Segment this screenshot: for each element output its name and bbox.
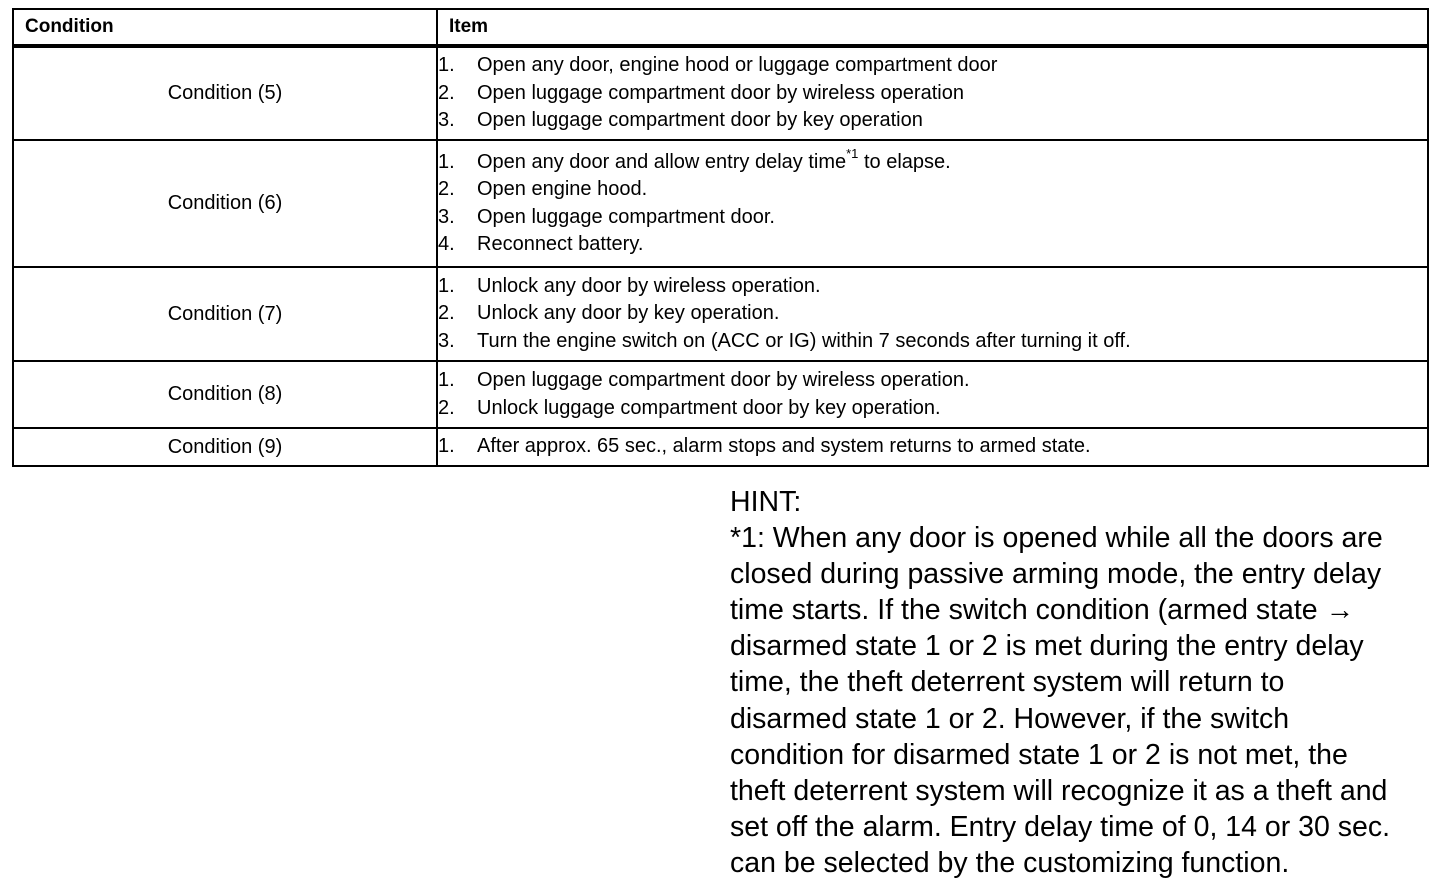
condition-cell: Condition (9): [13, 428, 437, 466]
item-text-main: Unlock luggage compartment door by key operation.: [477, 396, 941, 419]
item-text: [477, 145, 951, 177]
item-text-main: Turn the engine switch on (ACC or IG) within 7 seconds after turning it off.: [477, 329, 1131, 352]
item-text-main: Open luggage compartment door by wireless operation.: [477, 369, 970, 391]
condition-cell: Condition (7): [13, 267, 437, 361]
item-number: 2.: [438, 396, 455, 419]
list-item: [438, 433, 1427, 461]
list-item: [438, 80, 1427, 108]
table-row: [13, 428, 1428, 466]
item-text-tail: to elapse.: [858, 150, 951, 173]
footnote-marker: *1: [846, 145, 859, 161]
hint-line: *1: When any door is opened while all the doors are: [730, 522, 1383, 555]
item-number: 1.: [438, 54, 455, 77]
item-text: [477, 231, 643, 259]
item-text-main: Open luggage compartment door.: [477, 205, 775, 228]
list-item: [438, 176, 1427, 204]
item-number: 3.: [438, 205, 455, 228]
table-row: [13, 361, 1428, 428]
item-number: 3.: [438, 109, 455, 132]
condition-cell: Condition (5): [13, 46, 437, 140]
hint-line: theft deterrent system will recognize it as a theft and: [730, 774, 1388, 807]
item-text-main: Open engine hood.: [477, 178, 648, 200]
column-header-condition: Condition: [13, 9, 437, 46]
table-row: [13, 46, 1428, 140]
hint-text: [730, 520, 1430, 881]
item-number: 1.: [438, 274, 455, 297]
item-text-main: Open any door, engine hood or luggage compartment door: [477, 54, 998, 77]
item-number: 2.: [438, 302, 455, 325]
hint-line: disarmed state 1 or 2 is met during the entry delay: [730, 630, 1364, 663]
list-item: [438, 300, 1427, 328]
hint-line: closed during passive arming mode, the entry delay: [730, 558, 1382, 591]
item-text-main: Open luggage compartment door by key operation: [477, 109, 923, 132]
item-text: [477, 273, 821, 301]
hint-line: can be selected by the customizing function.: [730, 846, 1290, 879]
item-number: 1.: [438, 435, 455, 458]
list-item: [438, 145, 1427, 177]
condition-table: [12, 8, 1429, 467]
item-text-main: After approx. 65 sec., alarm stops and system returns to armed state.: [477, 435, 1091, 458]
hint-block: [730, 484, 1430, 881]
list-item: [438, 231, 1427, 259]
item-text: [477, 176, 647, 204]
item-text-main: Unlock any door by key operation.: [477, 302, 780, 325]
column-header-item: Item: [437, 9, 1428, 46]
item-cell: [437, 361, 1428, 428]
list-item: [438, 328, 1427, 356]
item-text: [477, 80, 964, 108]
item-number: 2.: [438, 81, 455, 104]
item-text: [477, 433, 1091, 461]
item-text: [477, 395, 941, 423]
list-item: [438, 273, 1427, 301]
condition-cell: Condition (6): [13, 140, 437, 267]
hint-line: time starts. If the switch condition (armed state →: [730, 594, 1355, 627]
item-cell: [437, 428, 1428, 466]
item-text-main: Open luggage compartment door by wireless operation: [477, 81, 964, 104]
list-item: [438, 367, 1427, 395]
item-number: 4.: [438, 233, 455, 255]
item-text-main: Open any door and allow entry delay time: [477, 150, 847, 173]
item-text: [477, 367, 970, 395]
table-row: [13, 140, 1428, 267]
item-text: [477, 107, 923, 135]
list-item: [438, 52, 1427, 80]
item-text: [477, 300, 779, 328]
list-item: [438, 204, 1427, 232]
list-item: [438, 395, 1427, 423]
item-number: 1.: [438, 369, 455, 391]
item-text: [477, 52, 997, 80]
item-text: [477, 204, 775, 232]
table-row: [13, 267, 1428, 361]
hint-line: set off the alarm. Entry delay time of 0, 14 or 30 sec.: [730, 810, 1391, 843]
item-text: [477, 328, 1131, 356]
table-header-row: [13, 9, 1428, 46]
item-cell: [437, 140, 1428, 267]
hint-line: time, the theft deterrent system will return to: [730, 666, 1285, 699]
item-text-main: Reconnect battery.: [477, 233, 644, 255]
item-number: 3.: [438, 329, 455, 352]
hint-line: condition for disarmed state 1 or 2 is not met, the: [730, 738, 1348, 771]
item-text-main: Unlock any door by wireless operation.: [477, 274, 821, 297]
item-cell: [437, 46, 1428, 140]
item-cell: [437, 267, 1428, 361]
item-number: 1.: [438, 150, 455, 173]
condition-cell: Condition (8): [13, 361, 437, 428]
hint-title: HINT:: [730, 486, 802, 518]
list-item: [438, 107, 1427, 135]
hint-line: disarmed state 1 or 2. However, if the switch: [730, 702, 1290, 735]
item-number: 2.: [438, 178, 455, 200]
